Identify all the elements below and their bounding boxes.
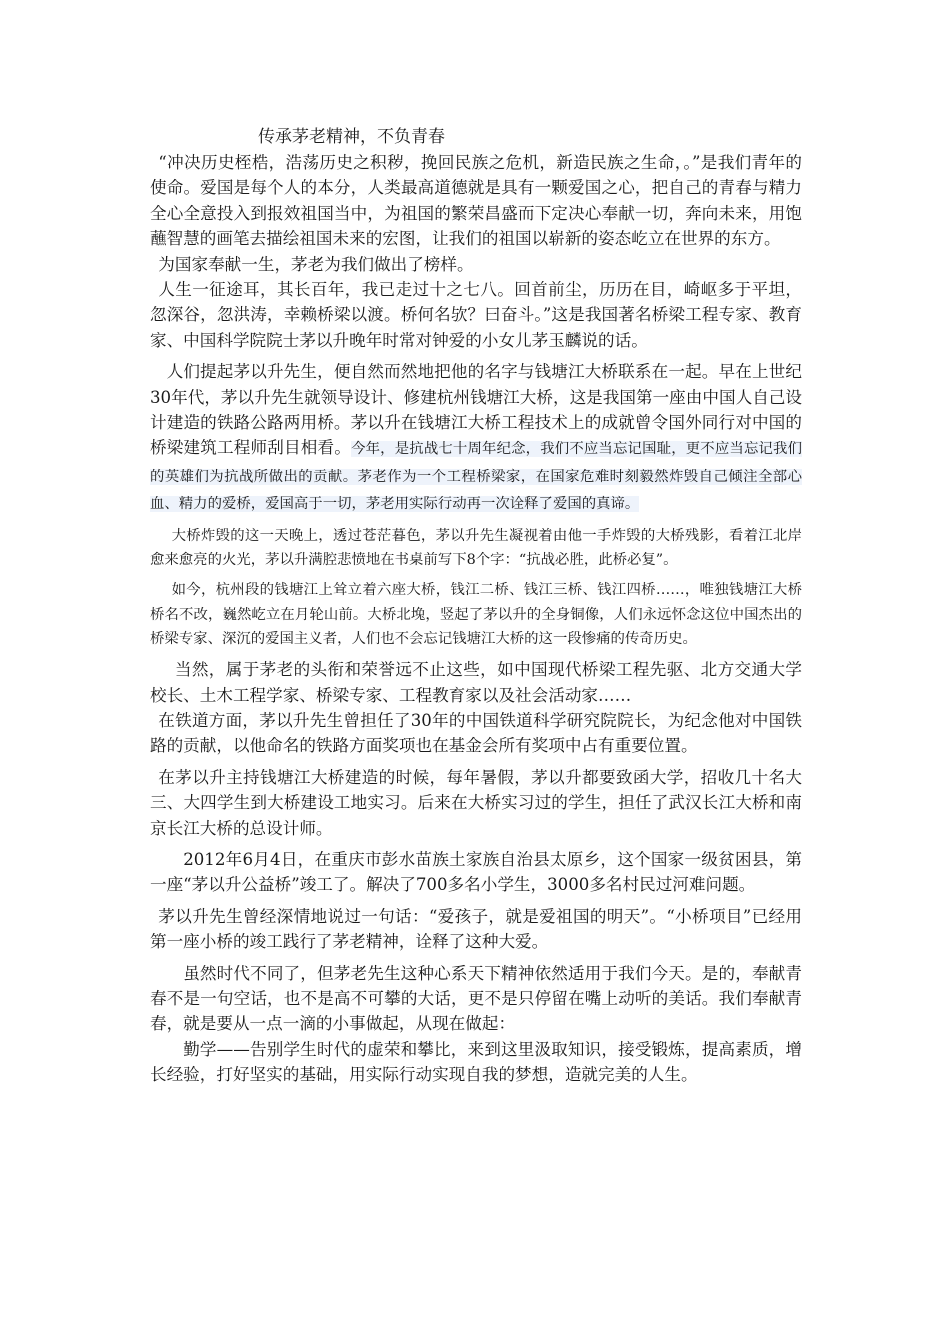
paragraph-7: 当然，属于茅老的头衔和荣誉远不止这些，如中国现代桥梁工程先驱、北方交通大学校长、土木工程学家、桥梁专家、工程教育家以及社会活动家…… <box>150 660 802 705</box>
paragraph-1: “冲决历史桎梏，浩荡历史之积秽，挽回民族之危机，新造民族之生命，。”是我们青年的使命。爱国是每个人的本分，人类最高道德就是具有一颗爱国之心，把自己的青春与精力全心全意投入到报效祖国当中，为祖国的繁荣昌盛而下定决心奉献一切，奔向未来，用饱蘸智慧的画笔去描绘祖国未来的宏图，让我们的祖国以崭新的姿态屹立在世界的东方。 <box>150 153 802 249</box>
paragraph-6: 如今，杭州段的钱塘江上耸立着六座大桥，钱江二桥、钱江三桥、钱江四桥……，唯独钱塘江大桥桥名不改，巍然屹立在月轮山前。大桥北堍，竖起了茅以升的全身铜像，人们永远怀念这位中国杰出的桥梁专家、深沉的爱国主义者，人们也不会忘记钱塘江大桥的这一段惨痛的传奇历史。 <box>150 582 802 647</box>
paragraph-13: 勤学——告别学生时代的虚荣和攀比，来到这里汲取知识，接受锻炼，提高素质，增长经验，打好坚实的基础，用实际行动实现自我的梦想，造就完美的人生。 <box>150 1039 802 1085</box>
paragraph-11: 茅以升先生曾经深情地说过一句话：“爱孩子，就是爱祖国的明天”。“小桥项目”已经用第一座小桥的竣工践行了茅老精神，诠释了这种大爱。 <box>150 906 802 952</box>
paragraph-10: 2012年6月4日，在重庆市彭水苗族土家族自治县太原乡，这个国家一级贫困县，第一座“茅以升公益桥”竣工了。解决了700多名小学生，3000多名村民过河难问题。 <box>150 850 802 895</box>
paragraph-12: 虽然时代不同了，但茅老先生这种心系天下精神依然适用于我们今天。是的，奉献青春不是一句空话，也不是高不可攀的大话，更不是只停留在嘴上动听的美话。我们奉献青春，就是要从一点一滴的小事做起，从现在做起： <box>150 963 802 1034</box>
paragraph-9: 在茅以升主持钱塘江大桥建造的时候，每年暑假，茅以升都要致函大学，招收几十名大三、大四学生到大桥建设工地实习。后来在大桥实习过的学生，担任了武汉长江大桥和南京长江大桥的总设计师。 <box>150 767 802 838</box>
paragraph-5: 大桥炸毁的这一天晚上，透过苍茫暮色，茅以升先生凝视着由他一手炸毁的大桥残影，看着江北岸愈来愈亮的火光，茅以升满腔悲愤地在书桌前写下8个字：“抗战必胜，此桥必复”。 <box>150 527 802 568</box>
paragraph-8: 在铁道方面，茅以升先生曾担任了30年的中国铁道科学研究院院长，为纪念他对中国铁路的贡献，以他命名的铁路方面奖项也在基金会所有奖项中占有重要位置。 <box>150 710 802 756</box>
paragraph-2: 为国家奉献一生，茅老为我们做出了榜样。 <box>158 254 474 274</box>
paragraph-4-main: 人们提起茅以升先生，便自然而然地把他的名字与钱塘江大桥联系在一起。早在上世纪30年代，茅以升先生就领导设计、修建杭州钱塘江大桥，这是我国第一座由中国人自己设计建造的铁路公路两用桥。茅以升在钱塘江大桥工程技术上的成就曾令国外同行对中国的桥梁建筑工程师刮目相看。 <box>150 362 802 458</box>
document-title: 传承茅老精神，不负青春 <box>258 127 445 147</box>
document-body <box>150 150 802 1088</box>
paragraph-4 <box>150 359 802 517</box>
paragraph-3: 人生一征途耳，其长百年，我已走过十之七八。回首前尘，历历在目，崎岖多于平坦，忽深谷，忽洪涛，幸赖桥梁以渡。桥何名欤？曰奋斗。”这是我国著名桥梁工程专家、教育家、中国科学院院士茅以升晚年时常对钟爱的小女儿茅玉麟说的话。 <box>150 280 802 350</box>
paragraph-4-highlighted: 今年，是抗战七十周年纪念，我们不应当忘记国耻，更不应当忘记我们的英雄们为抗战所做出的贡献。茅老作为一个工程桥梁家，在国家危难时刻毅然炸毁自己倾注全部心血、精力的爱桥，爱国高于一切，茅老用实际行动再一次诠释了爱国的真谛。 <box>150 441 802 513</box>
